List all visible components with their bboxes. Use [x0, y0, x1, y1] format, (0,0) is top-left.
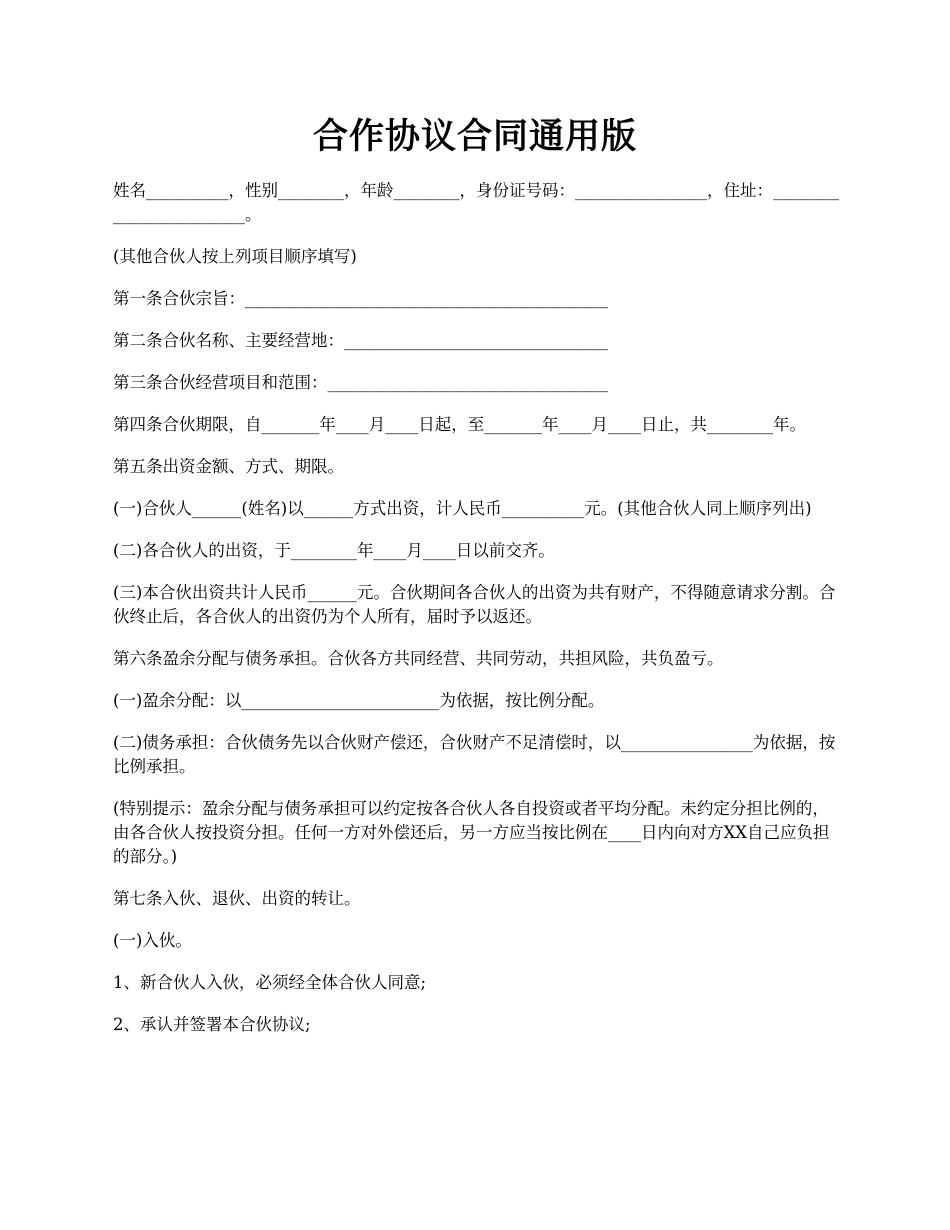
- paragraph-article-7-point-1: 1、新合伙人入伙，必须经全体合伙人同意;: [113, 973, 427, 992]
- paragraph-article-6-item-2: (二)债务承担：合伙债务先以合伙财产偿还，合伙财产不足清偿时，以________________为依据，按比例承担。: [113, 733, 836, 776]
- paragraph-article-4: 第四条合伙期限，自_______年____月____日起，至_______年____月____日止，共________年。: [113, 415, 806, 434]
- paragraph-article-3: 第三条合伙经营项目和范围：__________________________________: [113, 373, 608, 392]
- paragraph-article-5-item-1: (一)合伙人______(姓名)以______方式出资，计人民币__________元。(其他合伙人同上顺序列出): [113, 499, 812, 518]
- document-title: 合作协议合同通用版: [312, 116, 637, 157]
- paragraph-article-6: 第六条盈余分配与债务承担。合伙各方共同经营、共同劳动，共担风险，共负盈亏。: [113, 649, 724, 668]
- paragraph-article-7: 第七条入伙、退伙、出资的转让。: [113, 889, 361, 908]
- paragraph-article-7-point-2: 2、承认并签署本合伙协议;: [113, 1015, 311, 1034]
- paragraph-article-5-item-3: (三)本合伙出资共计人民币______元。合伙期间各合伙人的出资为共有财产，不得随意请求分割。合伙终止后，各合伙人的出资仍为个人所有，届时予以返还。: [113, 583, 836, 626]
- paragraph-special-note: (特别提示：盈余分配与债务承担可以约定按各合伙人各自投资或者平均分配。未约定分担比例的，由各合伙人按投资分担。任何一方对外偿还后，另一方应当按比例在____日内向对方XX自己应负担的部分。): [113, 799, 830, 866]
- paragraph-article-7-item-1: (一)入伙。: [113, 931, 192, 950]
- paragraph-personal-info: 姓名__________，性别________，年龄________，身份证号码：________________，住址：________________________。: [113, 181, 839, 224]
- paragraph-article-2: 第二条合伙名称、主要经营地：________________________________: [113, 331, 608, 350]
- paragraph-article-5-item-2: (二)各合伙人的出资，于________年____月____日以前交齐。: [113, 541, 555, 560]
- paragraph-article-6-item-1: (一)盈余分配：以________________________为依据，按比例分配。: [113, 691, 605, 710]
- paragraph-other-partners-note: (其他合伙人按上列项目顺序填写): [113, 247, 357, 266]
- paragraph-article-5: 第五条出资金额、方式、期限。: [113, 457, 344, 476]
- paragraph-article-1: 第一条合伙宗旨：____________________________________________: [113, 289, 608, 308]
- document-body: [113, 179, 841, 1055]
